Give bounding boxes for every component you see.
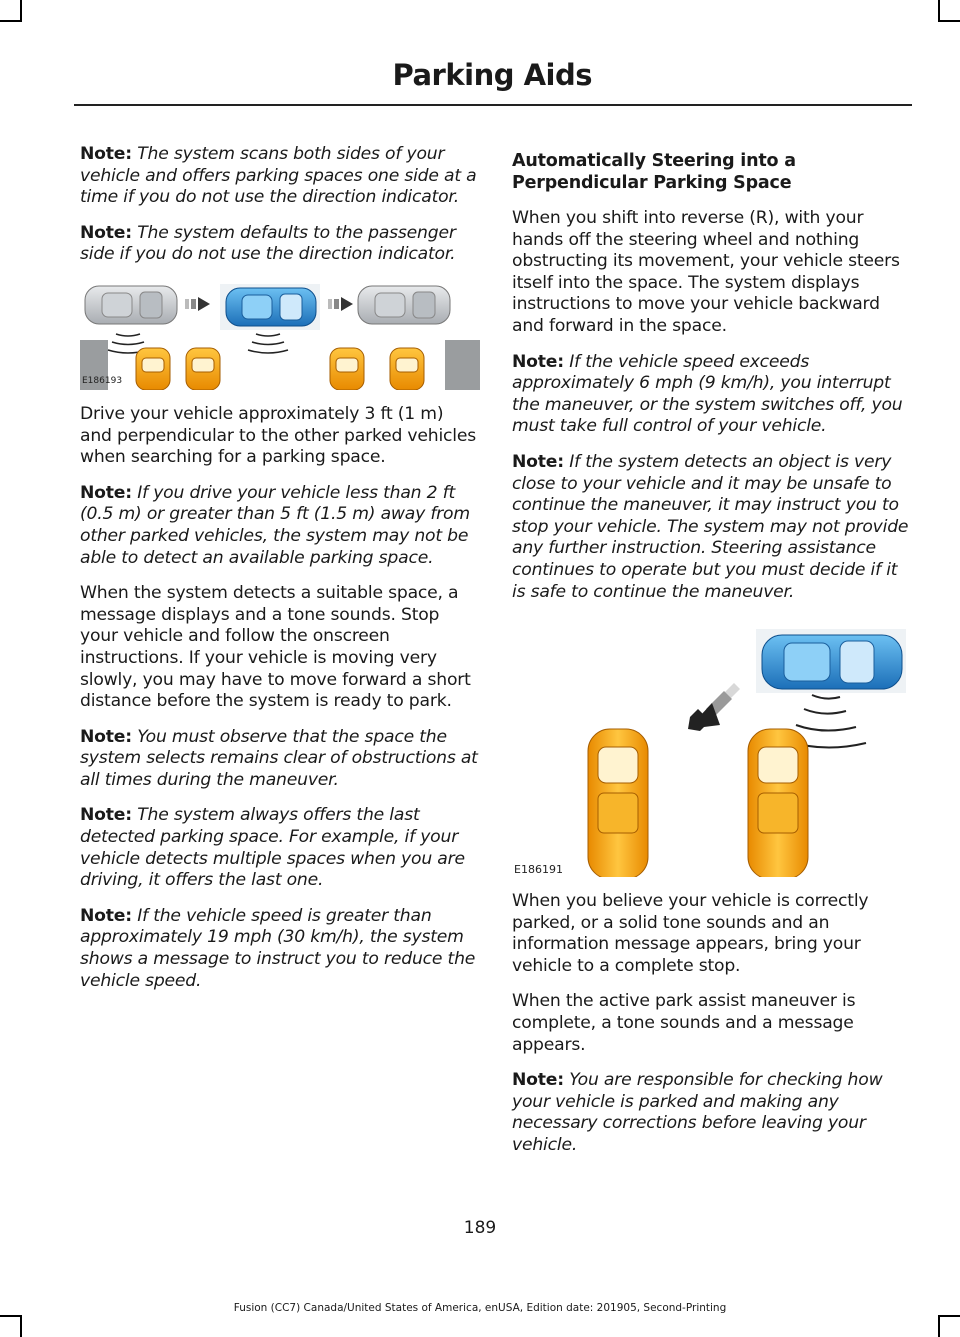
parked-car-orange-icon (330, 348, 364, 390)
note-scan-sides: Note: The system scans both sides of your vehicle and offers parking spaces one side at a time if you do not use the direction indicator. (80, 144, 477, 208)
parked-car-orange-icon (390, 348, 424, 390)
parked-car-orange-icon (186, 348, 220, 390)
crop-mark (938, 1315, 960, 1317)
note-responsibility: Note: You are responsible for checking how your vehicle is parked and making any necessary corrections before leaving your vehicle. (512, 1070, 883, 1156)
car-blue-icon (220, 284, 320, 330)
note-distance-range: Note: If you drive your vehicle less than 2 ft (0.5 m) or greater than 5 ft (1.5 m) away from other parked vehicles, the system may not be able to detect an available parking space. (80, 482, 470, 568)
grey-block-right (445, 340, 480, 390)
para-space-detected: When the system detects a suitable space, a message displays and a tone sounds. Stop your vehicle and follow the onscreen instructions. If your vehicle is moving very slowly, you may have to move forward a short distance before the system is ready to park. (80, 583, 471, 712)
page-title: Parking Aids (392, 58, 592, 92)
parked-car-orange-icon (748, 729, 808, 877)
note-observe-space: Note: You must observe that the space the system selects remains clear of obstructions at all times during the maneuver. (80, 726, 478, 790)
note-speed-limit: Note: If the vehicle speed is greater than approximately 19 mph (30 km/h), the system shows a message to instruct you to reduce the vehicle speed. (80, 905, 476, 991)
note-speed-exceeds: Note: If the vehicle speed exceeds approximately 6 mph (9 km/h), you interrupt the maneuver, or the system switches off, you must take full control of your vehicle. (512, 351, 903, 437)
section-heading: Automatically Steering into a Perpendicular Parking Space (512, 151, 796, 193)
crop-mark (0, 1315, 22, 1317)
arrow-right-icon (328, 297, 353, 311)
para-maneuver-complete: When the active park assist maneuver is complete, a tone sounds and a message appears. (512, 991, 856, 1055)
footer-edition: Fusion (CC7) Canada/United States of America, enUSA, Edition date: 201905, Second-Printing (233, 1302, 727, 1314)
note-last-space: Note: The system always offers the last detected parking space. For example, if your vehicle detects multiple spaces when you are driving, it offers the last one. (80, 805, 465, 891)
page-number: 189 (463, 1218, 497, 1238)
right-column (512, 144, 912, 1171)
crop-mark (938, 1315, 940, 1337)
crop-mark (938, 0, 940, 22)
crop-mark (20, 0, 22, 22)
note-object-close: Note: If the system detects an object is very close to your vehicle and it may be unsafe to continue the maneuver, it may instruct you to stop your vehicle. The system may not provide any further instruction. Steering assistance continues to operate but you must decide if it is safe to continue the maneuver. (512, 451, 909, 602)
figure-perpendicular-illustration (512, 617, 912, 877)
crop-mark (0, 20, 22, 22)
figure-scanning-illustration (80, 280, 480, 390)
car-silver-1-icon (85, 286, 177, 324)
para-shift-reverse: When you shift into reverse (R), with your hands off the steering wheel and nothing obstructing its movement, your vehicle steers itself into the space. The system displays instructions to move your vehicle backward and forward in the space. (512, 208, 900, 336)
figure-code: E186191 (514, 863, 563, 877)
crop-mark (20, 1315, 22, 1337)
car-silver-2-icon (358, 286, 450, 324)
car-blue-icon (756, 629, 906, 693)
para-drive-approx: Drive your vehicle approximately 3 ft (1 m) and perpendicular to the other parked vehicles when searching for a parking space. (80, 403, 476, 468)
perpendicular-illustration (512, 617, 912, 877)
scanning-illustration (80, 280, 480, 390)
para-correctly-parked: When you believe your vehicle is correctly parked, or a solid tone sounds and an information message appears, bring your vehicle to a complete stop. (512, 891, 869, 976)
figure-code: E186193 (82, 375, 123, 386)
crop-mark (938, 20, 960, 22)
arrow-right-icon (185, 297, 210, 311)
parked-car-orange-icon (588, 729, 648, 877)
note-passenger-default: Note: The system defaults to the passenger side if you do not use the direction indicator. (80, 222, 456, 265)
parked-car-orange-icon (136, 348, 170, 390)
reverse-arrow-icon (688, 683, 740, 731)
header-divider (74, 104, 912, 106)
left-column (80, 144, 480, 1006)
